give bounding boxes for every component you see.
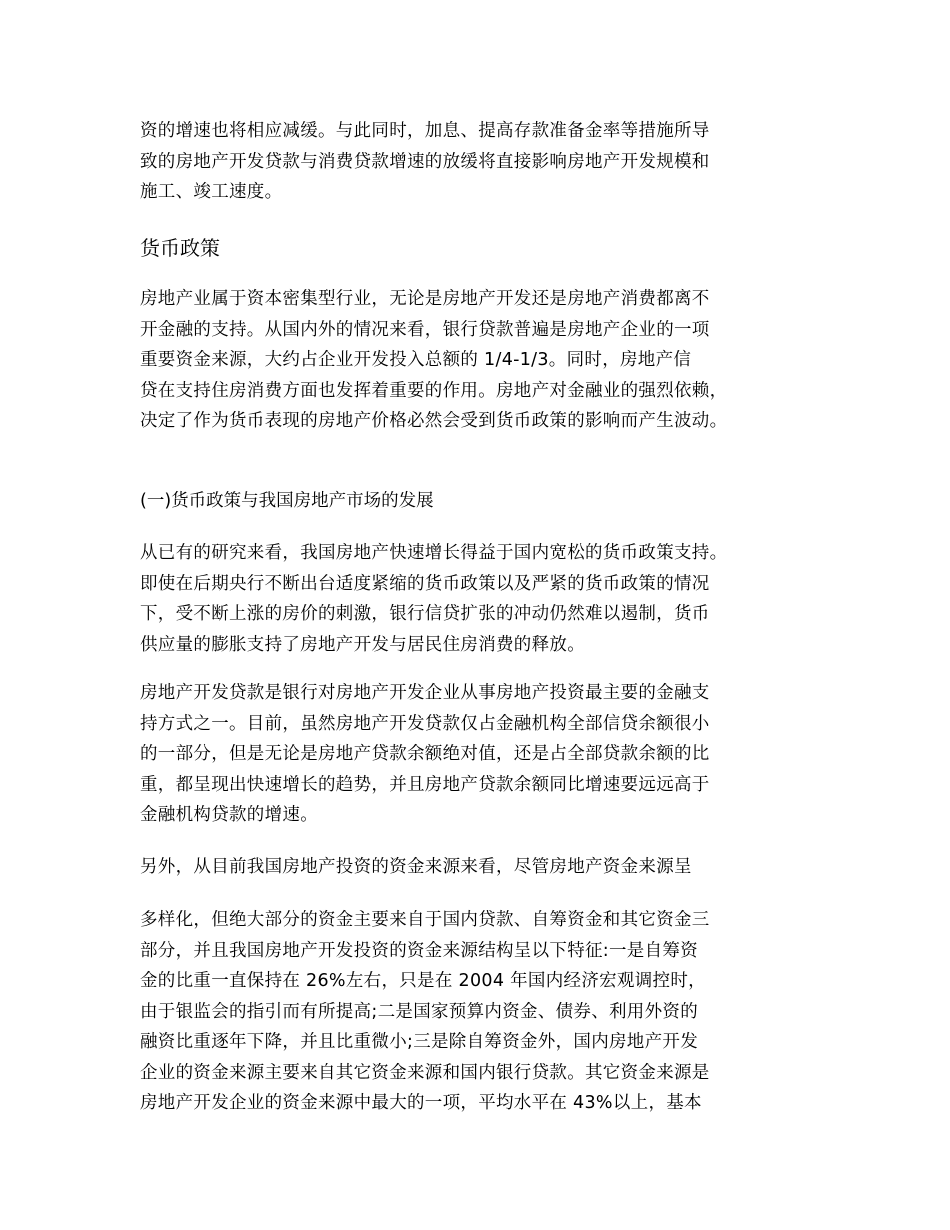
text-line: 致的房地产开发贷款与消费贷款增速的放缓将直接影响房地产开发规模和: [140, 151, 710, 172]
text-line: 从已有的研究来看，我国房地产快速增长得益于国内宽松的货币政策支持。: [140, 543, 728, 563]
text-line: 持方式之一。目前，虽然房地产开发贷款仅占金融机构全部信贷余额很小: [140, 713, 710, 734]
text-line: 即使在后期央行不断出台适度紧缩的货币政策以及严紧的货币政策的情况: [140, 573, 710, 594]
subsection-heading: (一)货币政策与我国房地产市场的发展: [140, 491, 434, 511]
paragraph-3: [140, 538, 727, 660]
text-line: 融资比重逐年下降，并且比重微小;三是除自筹资金外，国内房地产开发: [140, 1032, 698, 1052]
text-line: 部分，并且我国房地产开发投资的资金来源结构呈以下特征:一是自筹资: [140, 940, 698, 961]
paragraph-5: [140, 852, 692, 883]
text-line: 由于银监会的指引而有所提高;二是国家预算内资金、债券、利用外资的: [140, 1001, 698, 1022]
text-line: 施工、竣工速度。: [140, 182, 283, 202]
text-line: 房地产开发贷款是银行对房地产开发企业从事房地产投资最主要的金融支: [140, 683, 710, 703]
text-line: 资的增速也将相应减缓。与此同时，加息、提高存款准备金率等措施所导: [140, 121, 710, 141]
text-line: 企业的资金来源主要来自其它资金来源和国内银行贷款。其它资金来源是: [140, 1062, 710, 1083]
paragraph-4: [140, 678, 710, 831]
text-line: 贷在支持住房消费方面也发挥着重要的作用。房地产对金融业的强烈依赖，: [140, 380, 728, 401]
section-heading-monetary-policy: 货币政策: [140, 236, 220, 260]
text-line: 多样化，但绝大部分的资金主要来自于国内贷款、自筹资金和其它资金三: [140, 910, 710, 930]
text-line: 重要资金来源，大约占企业开发投入总额的 1/4-1/3。同时，房地产信: [140, 350, 692, 370]
text-line: 金的比重一直保持在 26%左右，只是在 2004 年国内经济宏观调控时，: [140, 971, 706, 991]
text-line: 重，都呈现出快速增长的趋势，并且房地产贷款余额同比增速要远远高于: [140, 774, 710, 795]
paragraph-2: [140, 284, 727, 437]
text-line: 金融机构贷款的增速。: [140, 805, 318, 825]
text-line: 房地产业属于资本密集型行业，无论是房地产开发还是房地产消费都离不: [140, 289, 710, 309]
text-line: 下，受不断上涨的房价的刺激，银行信贷扩张的冲动仍然难以遏制，货币: [140, 604, 710, 624]
text-line: 房地产开发企业的资金来源中最大的一项，平均水平在 43%以上，基本: [140, 1093, 702, 1113]
text-line: 决定了作为货币表现的房地产价格必然会受到货币政策的影响而产生波动。: [140, 411, 728, 431]
text-line: 的一部分，但是无论是房地产贷款余额绝对值，还是占全部贷款余额的比: [140, 744, 710, 764]
paragraph-6: [140, 905, 710, 1119]
text-line: 供应量的膨胀支持了房地产开发与居民住房消费的释放。: [140, 634, 585, 655]
text-line: 另外，从目前我国房地产投资的资金来源来看，尽管房地产资金来源呈: [140, 857, 692, 877]
text-line: 开金融的支持。从国内外的情况来看，银行贷款普遍是房地产企业的一项: [140, 319, 710, 340]
paragraph-1: [140, 116, 710, 208]
